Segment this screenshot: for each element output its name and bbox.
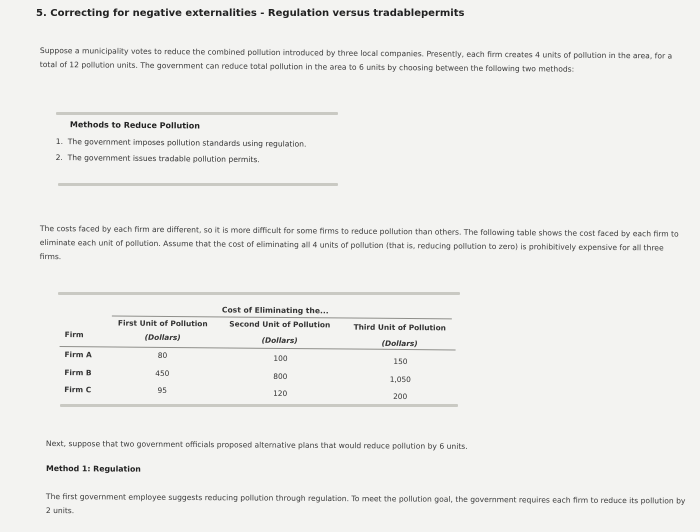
row-firm-a-col1: 80 bbox=[157, 350, 168, 360]
problem-title: 5. Correcting for negative externalities - Regulation versus tradablepermits bbox=[36, 8, 465, 19]
methods-box bbox=[55, 120, 345, 172]
method-item-1 bbox=[56, 137, 346, 149]
row-firm-c-col1: 95 bbox=[157, 385, 167, 395]
method-item-2-text: The government issues tradable pollution permits. bbox=[67, 153, 260, 165]
table-top-rule bbox=[58, 292, 460, 295]
row-firm-a-col3: 150 bbox=[393, 356, 408, 367]
row-firm-c-col3: 200 bbox=[393, 391, 408, 402]
table-spanning-header: Cost of Eliminating the... bbox=[221, 305, 329, 316]
methods-list bbox=[56, 137, 346, 165]
method-item-1-text: The government imposes pollution standards using regulation. bbox=[67, 137, 307, 149]
methods-top-rule bbox=[56, 112, 338, 115]
method-item-1-num: 1. bbox=[55, 136, 64, 147]
row-firm-b-label: Firm B bbox=[64, 368, 92, 378]
methods-heading: Methods to Reduce Pollution bbox=[69, 120, 201, 131]
firm-header: Firm bbox=[64, 330, 84, 340]
col3-header: Third Unit of Pollution bbox=[353, 322, 446, 333]
next-paragraph: Next, suppose that two government officials proposed alternative plans that would reduce pollution by 6 units. bbox=[45, 438, 468, 451]
row-firm-c-col2: 120 bbox=[273, 388, 288, 398]
col1-unit: (Dollars) bbox=[144, 332, 181, 343]
methods-bottom-rule bbox=[58, 183, 338, 186]
intro-paragraph: Suppose a municipality votes to reduce the combined pollution introduced by three local companies. Presently, each firm creates 4 units of pollution in the area, for a total of 12 pollution units. The government can reduce total pollution in the area to 6 units by choosing between the following two methods: bbox=[39, 45, 673, 74]
row-firm-b-col1: 450 bbox=[155, 368, 170, 378]
cost-table bbox=[60, 300, 460, 402]
col3-unit: (Dollars) bbox=[381, 338, 418, 349]
method-item-2 bbox=[56, 153, 346, 165]
table-bottom-rule bbox=[60, 404, 458, 407]
method1-paragraph: The first government employee suggests reducing pollution through regulation. To meet the pollution goal, the government requires each firm to reduce its pollution by 2 units. bbox=[45, 491, 686, 516]
method1-heading: Method 1: Regulation bbox=[45, 464, 141, 474]
row-firm-b-col3: 1,050 bbox=[389, 374, 411, 385]
row-firm-a-col2: 100 bbox=[273, 353, 288, 363]
row-firm-b-col2: 800 bbox=[273, 371, 288, 381]
col1-header: First Unit of Pollution bbox=[117, 318, 208, 329]
method-item-2-num: 2. bbox=[55, 152, 63, 163]
row-firm-c-label: Firm C bbox=[64, 385, 92, 395]
col2-unit: (Dollars) bbox=[261, 335, 298, 346]
col2-header: Second Unit of Pollution bbox=[229, 319, 331, 330]
costs-paragraph: The costs faced by each firm are different, so it is more difficult for some firms to reduce pollution than others. The following table shows the cost faced by each firm to eliminate each unit of pollution. Assume that the cost of eliminating all 4 units of pollution (that is, reducing pollution to zero) is prohibitively expensive for all three firms. bbox=[39, 223, 679, 262]
row-firm-a-label: Firm A bbox=[64, 350, 92, 360]
